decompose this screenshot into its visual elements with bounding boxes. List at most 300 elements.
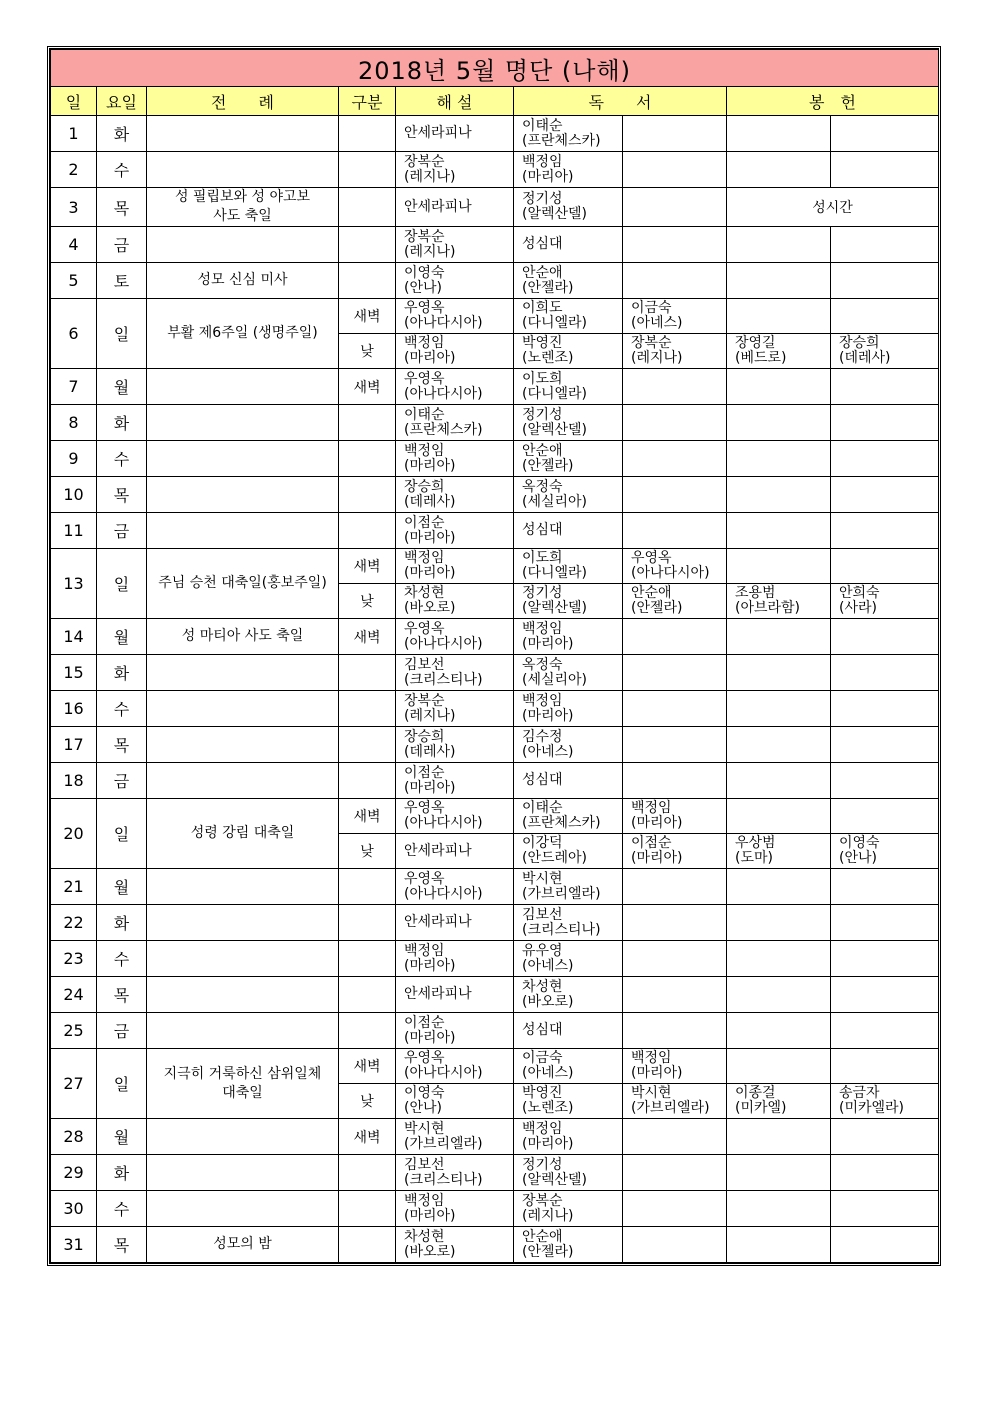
table-row — [51, 869, 939, 905]
kind-cell: 낮 — [339, 584, 396, 619]
header-weekday: 요일 — [97, 87, 147, 116]
name-cell — [727, 727, 831, 763]
day-cell: 28 — [51, 1119, 97, 1155]
name-cell — [727, 299, 831, 334]
day-cell: 5 — [51, 263, 97, 299]
name-cell: 정기성 (알렉산델) — [514, 188, 623, 227]
name-cell — [831, 1013, 939, 1049]
kind-cell — [339, 188, 396, 227]
kind-cell: 새벽 — [339, 369, 396, 405]
name-cell: 장복순 (레지나) — [396, 227, 514, 263]
name-cell — [727, 1155, 831, 1191]
name-cell: 김보선 (크리스티나) — [514, 905, 623, 941]
liturgy-cell — [147, 691, 339, 727]
name-cell — [727, 691, 831, 727]
liturgy-cell — [147, 116, 339, 152]
day-cell: 1 — [51, 116, 97, 152]
name-cell: 이도희 (다니엘라) — [514, 549, 623, 584]
name-cell — [831, 905, 939, 941]
name-cell: 이점순 (마리아) — [623, 834, 727, 869]
name-cell — [727, 1013, 831, 1049]
name-cell — [623, 227, 727, 263]
name-cell — [623, 977, 727, 1013]
table-row — [51, 1119, 939, 1155]
name-cell — [623, 1191, 727, 1227]
kind-cell — [339, 263, 396, 299]
name-cell — [623, 619, 727, 655]
name-cell: 이종걸 (미카엘) — [727, 1084, 831, 1119]
name-cell: 정기성 (알렉산델) — [514, 584, 623, 619]
kind-cell: 새벽 — [339, 619, 396, 655]
liturgy-cell — [147, 1013, 339, 1049]
day-cell: 30 — [51, 1191, 97, 1227]
name-cell: 백정임 (마리아) — [396, 941, 514, 977]
name-cell: 성심대 — [514, 763, 623, 799]
name-cell: 차성현 (바오로) — [396, 1227, 514, 1263]
name-cell — [623, 369, 727, 405]
name-cell: 백정임 (마리아) — [514, 152, 623, 188]
day-cell: 7 — [51, 369, 97, 405]
name-cell: 백정임 (마리아) — [396, 334, 514, 369]
liturgy-cell — [147, 763, 339, 799]
name-cell: 백정임 (마리아) — [623, 1049, 727, 1084]
name-cell — [831, 549, 939, 584]
name-cell — [727, 549, 831, 584]
table-row — [51, 977, 939, 1013]
weekday-cell: 화 — [97, 116, 147, 152]
day-cell: 14 — [51, 619, 97, 655]
name-cell: 이영숙 (안나) — [396, 1084, 514, 1119]
table-row — [51, 152, 939, 188]
name-cell: 이태순 (프란체스카) — [396, 405, 514, 441]
name-cell — [623, 941, 727, 977]
table-row — [51, 691, 939, 727]
day-cell: 6 — [51, 299, 97, 369]
table-row — [51, 619, 939, 655]
liturgy-cell — [147, 1191, 339, 1227]
name-cell: 백정임 (마리아) — [514, 619, 623, 655]
name-cell: 박시현 (가브리엘라) — [514, 869, 623, 905]
name-cell: 이태순 (프란체스카) — [514, 799, 623, 834]
name-cell: 안세라피나 — [396, 905, 514, 941]
name-cell — [727, 655, 831, 691]
name-cell: 안세라피나 — [396, 116, 514, 152]
name-cell: 박시현 (가브리엘라) — [396, 1119, 514, 1155]
liturgy-cell: 성 마티아 사도 축일 — [147, 619, 339, 655]
table-row — [51, 116, 939, 152]
liturgy-cell: 성 필립보와 성 야고보 사도 축일 — [147, 188, 339, 227]
name-cell: 이점순 (마리아) — [396, 763, 514, 799]
liturgy-cell — [147, 513, 339, 549]
name-cell — [831, 763, 939, 799]
name-cell: 우영옥 (아나다시아) — [396, 299, 514, 334]
name-cell: 우영옥 (아나다시아) — [396, 869, 514, 905]
weekday-cell: 수 — [97, 941, 147, 977]
table-row — [51, 1049, 939, 1084]
name-cell: 백정임 (마리아) — [396, 1191, 514, 1227]
name-cell — [831, 691, 939, 727]
kind-cell — [339, 977, 396, 1013]
name-cell: 안순애 (안젤라) — [514, 263, 623, 299]
name-cell: 장복순 (레지나) — [396, 691, 514, 727]
header-liturgy: 전 례 — [147, 87, 339, 116]
table-row — [51, 513, 939, 549]
liturgy-cell — [147, 1119, 339, 1155]
kind-cell — [339, 905, 396, 941]
name-cell: 백정임 (마리아) — [514, 691, 623, 727]
name-cell: 안희숙 (사라) — [831, 584, 939, 619]
name-cell — [727, 977, 831, 1013]
name-cell — [623, 263, 727, 299]
day-cell: 23 — [51, 941, 97, 977]
table-row — [51, 405, 939, 441]
weekday-cell: 일 — [97, 299, 147, 369]
table-row — [51, 1013, 939, 1049]
name-cell: 안순애 (안젤라) — [514, 1227, 623, 1263]
kind-cell — [339, 763, 396, 799]
liturgy-cell: 주님 승천 대축일(홍보주일) — [147, 549, 339, 619]
weekday-cell: 일 — [97, 799, 147, 869]
name-cell — [727, 941, 831, 977]
day-cell: 21 — [51, 869, 97, 905]
name-cell: 장복순 (레지나) — [514, 1191, 623, 1227]
name-cell — [623, 1119, 727, 1155]
weekday-cell: 토 — [97, 263, 147, 299]
kind-cell — [339, 116, 396, 152]
day-cell: 9 — [51, 441, 97, 477]
name-cell: 이희도 (다니엘라) — [514, 299, 623, 334]
name-cell — [727, 619, 831, 655]
roster-body — [51, 116, 939, 1263]
name-cell: 김보선 (크리스티나) — [396, 655, 514, 691]
name-cell — [831, 1191, 939, 1227]
name-cell: 장승희 (데레사) — [396, 727, 514, 763]
name-cell — [831, 299, 939, 334]
name-cell — [727, 513, 831, 549]
name-cell — [831, 1119, 939, 1155]
liturgy-cell: 성모의 밤 — [147, 1227, 339, 1263]
weekday-cell: 월 — [97, 369, 147, 405]
header-offering: 봉 헌 — [727, 87, 939, 116]
liturgy-cell — [147, 941, 339, 977]
name-cell: 이점순 (마리아) — [396, 1013, 514, 1049]
name-cell — [727, 405, 831, 441]
name-cell — [623, 691, 727, 727]
name-cell: 성심대 — [514, 1013, 623, 1049]
table-row — [51, 549, 939, 584]
liturgy-cell — [147, 405, 339, 441]
name-cell: 김보선 (크리스티나) — [396, 1155, 514, 1191]
kind-cell — [339, 405, 396, 441]
liturgy-cell — [147, 152, 339, 188]
weekday-cell: 목 — [97, 188, 147, 227]
name-cell: 이도희 (다니엘라) — [514, 369, 623, 405]
day-cell: 15 — [51, 655, 97, 691]
name-cell — [623, 655, 727, 691]
weekday-cell: 월 — [97, 869, 147, 905]
name-cell — [727, 1227, 831, 1263]
kind-cell — [339, 152, 396, 188]
name-cell — [831, 263, 939, 299]
liturgy-cell — [147, 727, 339, 763]
kind-cell — [339, 441, 396, 477]
day-cell: 11 — [51, 513, 97, 549]
name-cell: 장복순 (레지나) — [623, 334, 727, 369]
weekday-cell: 목 — [97, 1227, 147, 1263]
name-cell: 김수정 (아네스) — [514, 727, 623, 763]
name-cell: 이점순 (마리아) — [396, 513, 514, 549]
kind-cell: 새벽 — [339, 549, 396, 584]
name-cell — [831, 405, 939, 441]
liturgy-cell: 부활 제6주일 (생명주일) — [147, 299, 339, 369]
name-cell: 우영옥 (아나다시아) — [396, 1049, 514, 1084]
name-cell: 안순애 (안젤라) — [623, 584, 727, 619]
weekday-cell: 목 — [97, 477, 147, 513]
name-cell — [727, 1191, 831, 1227]
name-cell — [623, 1155, 727, 1191]
name-cell — [831, 1049, 939, 1084]
name-cell — [727, 227, 831, 263]
name-cell: 옥정숙 (세실리아) — [514, 477, 623, 513]
weekday-cell: 수 — [97, 1191, 147, 1227]
name-cell — [831, 619, 939, 655]
table-row — [51, 188, 939, 227]
header-day: 일 — [51, 87, 97, 116]
name-cell — [831, 477, 939, 513]
day-cell: 3 — [51, 188, 97, 227]
kind-cell — [339, 691, 396, 727]
name-cell: 박영진 (노렌조) — [514, 334, 623, 369]
name-cell — [727, 1119, 831, 1155]
weekday-cell: 목 — [97, 977, 147, 1013]
table-row — [51, 799, 939, 834]
day-cell: 24 — [51, 977, 97, 1013]
name-cell: 우영옥 (아나다시아) — [623, 549, 727, 584]
name-cell — [727, 869, 831, 905]
name-cell — [623, 188, 727, 227]
kind-cell: 낮 — [339, 834, 396, 869]
day-cell: 25 — [51, 1013, 97, 1049]
kind-cell: 새벽 — [339, 1119, 396, 1155]
kind-cell — [339, 655, 396, 691]
name-cell: 정기성 (알렉산델) — [514, 405, 623, 441]
name-cell: 정기성 (알렉산델) — [514, 1155, 623, 1191]
name-cell: 우상범 (도마) — [727, 834, 831, 869]
name-cell: 우영옥 (아나다시아) — [396, 369, 514, 405]
name-cell — [831, 727, 939, 763]
weekday-cell: 월 — [97, 1119, 147, 1155]
name-cell — [727, 152, 831, 188]
name-cell — [727, 1049, 831, 1084]
day-cell: 20 — [51, 799, 97, 869]
table-row — [51, 763, 939, 799]
table-row — [51, 477, 939, 513]
header-kind: 구분 — [339, 87, 396, 116]
liturgy-cell: 지극히 거룩하신 삼위일체 대축일 — [147, 1049, 339, 1119]
day-cell: 31 — [51, 1227, 97, 1263]
name-cell — [831, 513, 939, 549]
header-commentary: 해 설 — [396, 87, 514, 116]
name-cell — [623, 1013, 727, 1049]
weekday-cell: 금 — [97, 513, 147, 549]
weekday-cell: 화 — [97, 905, 147, 941]
page-title: 2018년 5월 명단 (나해) — [51, 50, 939, 87]
name-cell — [831, 441, 939, 477]
kind-cell: 낮 — [339, 1084, 396, 1119]
roster-table — [50, 49, 939, 1263]
name-cell: 차성현 (바오로) — [514, 977, 623, 1013]
weekday-cell: 화 — [97, 405, 147, 441]
name-cell: 장영길 (베드로) — [727, 334, 831, 369]
day-cell: 13 — [51, 549, 97, 619]
roster-frame — [47, 46, 941, 1266]
merged-note-cell: 성시간 — [727, 188, 939, 227]
day-cell: 18 — [51, 763, 97, 799]
liturgy-cell: 성령 강림 대축일 — [147, 799, 339, 869]
name-cell: 장승희 (데레사) — [396, 477, 514, 513]
name-cell: 옥정숙 (세실리아) — [514, 655, 623, 691]
name-cell — [727, 263, 831, 299]
kind-cell — [339, 727, 396, 763]
name-cell — [623, 763, 727, 799]
name-cell — [623, 1227, 727, 1263]
header-reading: 독 서 — [514, 87, 727, 116]
name-cell — [623, 405, 727, 441]
name-cell: 이강덕 (안드레아) — [514, 834, 623, 869]
weekday-cell: 수 — [97, 152, 147, 188]
name-cell — [727, 369, 831, 405]
name-cell: 안세라피나 — [396, 188, 514, 227]
day-cell: 22 — [51, 905, 97, 941]
name-cell: 조용범 (아브라함) — [727, 584, 831, 619]
name-cell — [727, 799, 831, 834]
kind-cell: 낮 — [339, 334, 396, 369]
weekday-cell: 화 — [97, 1155, 147, 1191]
weekday-cell: 금 — [97, 227, 147, 263]
name-cell: 이금숙 (아네스) — [623, 299, 727, 334]
name-cell: 차성현 (바오로) — [396, 584, 514, 619]
table-row — [51, 1191, 939, 1227]
name-cell: 장승희 (데레사) — [831, 334, 939, 369]
name-cell — [831, 977, 939, 1013]
name-cell: 백정임 (마리아) — [396, 549, 514, 584]
weekday-cell: 금 — [97, 763, 147, 799]
weekday-cell: 금 — [97, 1013, 147, 1049]
name-cell — [623, 441, 727, 477]
table-row — [51, 441, 939, 477]
table-row — [51, 1155, 939, 1191]
name-cell: 이태순 (프란체스카) — [514, 116, 623, 152]
name-cell: 성심대 — [514, 513, 623, 549]
kind-cell — [339, 1227, 396, 1263]
weekday-cell: 화 — [97, 655, 147, 691]
table-row — [51, 299, 939, 334]
name-cell — [831, 799, 939, 834]
weekday-cell: 일 — [97, 1049, 147, 1119]
day-cell: 29 — [51, 1155, 97, 1191]
name-cell — [831, 941, 939, 977]
kind-cell — [339, 513, 396, 549]
name-cell — [831, 1155, 939, 1191]
name-cell — [623, 477, 727, 513]
table-row — [51, 941, 939, 977]
table-row — [51, 655, 939, 691]
kind-cell — [339, 869, 396, 905]
name-cell — [727, 116, 831, 152]
name-cell — [831, 152, 939, 188]
name-cell: 우영옥 (아나다시아) — [396, 799, 514, 834]
day-cell: 10 — [51, 477, 97, 513]
name-cell — [623, 152, 727, 188]
name-cell — [831, 1227, 939, 1263]
name-cell: 우영옥 (아나다시아) — [396, 619, 514, 655]
liturgy-cell — [147, 441, 339, 477]
name-cell — [831, 227, 939, 263]
name-cell — [727, 905, 831, 941]
liturgy-cell — [147, 977, 339, 1013]
table-row — [51, 905, 939, 941]
day-cell: 17 — [51, 727, 97, 763]
day-cell: 8 — [51, 405, 97, 441]
weekday-cell: 목 — [97, 727, 147, 763]
table-row — [51, 369, 939, 405]
kind-cell — [339, 1155, 396, 1191]
kind-cell — [339, 227, 396, 263]
table-row — [51, 263, 939, 299]
kind-cell — [339, 477, 396, 513]
table-row — [51, 1227, 939, 1263]
name-cell: 유우영 (아네스) — [514, 941, 623, 977]
name-cell — [831, 869, 939, 905]
kind-cell — [339, 1013, 396, 1049]
name-cell: 안세라피나 — [396, 977, 514, 1013]
name-cell — [623, 727, 727, 763]
name-cell: 박영진 (노렌조) — [514, 1084, 623, 1119]
name-cell — [831, 369, 939, 405]
name-cell: 안세라피나 — [396, 834, 514, 869]
name-cell — [623, 116, 727, 152]
name-cell: 이금숙 (아네스) — [514, 1049, 623, 1084]
name-cell — [727, 477, 831, 513]
kind-cell: 새벽 — [339, 799, 396, 834]
weekday-cell: 일 — [97, 549, 147, 619]
liturgy-cell — [147, 655, 339, 691]
name-cell: 백정임 (마리아) — [623, 799, 727, 834]
liturgy-cell — [147, 227, 339, 263]
table-row — [51, 727, 939, 763]
day-cell: 2 — [51, 152, 97, 188]
name-cell — [727, 763, 831, 799]
name-cell — [831, 655, 939, 691]
kind-cell — [339, 941, 396, 977]
weekday-cell: 수 — [97, 691, 147, 727]
kind-cell: 새벽 — [339, 1049, 396, 1084]
kind-cell — [339, 1191, 396, 1227]
name-cell — [623, 869, 727, 905]
name-cell: 이영숙 (안나) — [396, 263, 514, 299]
name-cell: 성심대 — [514, 227, 623, 263]
name-cell — [831, 116, 939, 152]
name-cell: 송금자 (미카엘라) — [831, 1084, 939, 1119]
weekday-cell: 수 — [97, 441, 147, 477]
liturgy-cell — [147, 369, 339, 405]
day-cell: 16 — [51, 691, 97, 727]
liturgy-cell — [147, 869, 339, 905]
name-cell: 이영숙 (안나) — [831, 834, 939, 869]
weekday-cell: 월 — [97, 619, 147, 655]
name-cell: 박시현 (가브리엘라) — [623, 1084, 727, 1119]
liturgy-cell — [147, 1155, 339, 1191]
